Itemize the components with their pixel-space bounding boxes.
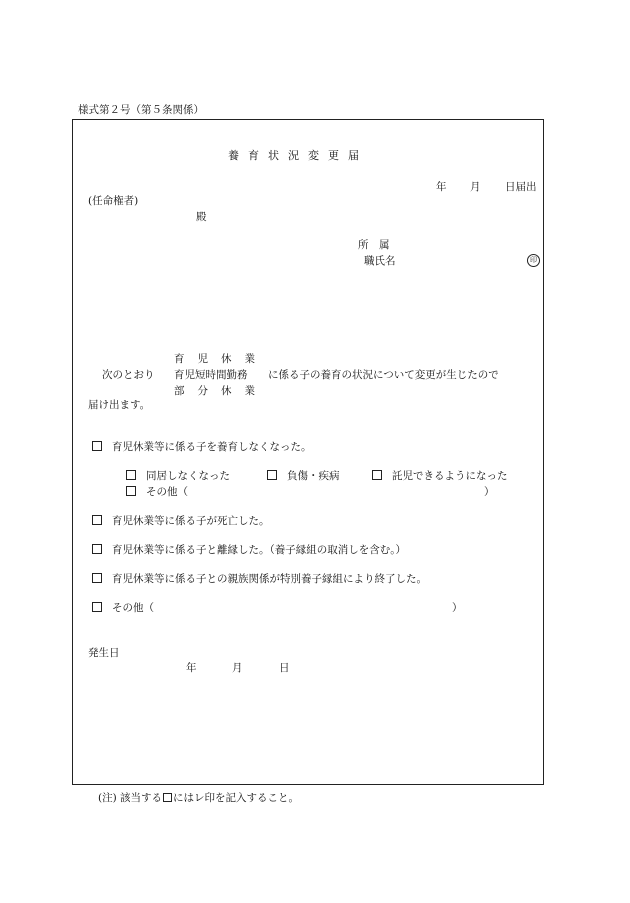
checkbox[interactable] — [92, 441, 102, 451]
occurrence-year: 年 — [186, 662, 197, 674]
footnote: (注) 該当する にはレ印を記入すること。 — [98, 792, 300, 804]
honorific: 殿 — [196, 211, 207, 223]
reason-other: その他（ — [92, 601, 154, 615]
reason-special-adoption: 育児休業等に係る子との親族関係が特別養子縁組により終了した。 — [92, 572, 427, 586]
option-short-hours: 育児短時間勤務 — [174, 369, 248, 381]
sub-other: その他（ — [126, 485, 188, 499]
sub-daycare: 託児できるようになった — [372, 469, 508, 483]
option-partial-leave: 部分休業 — [174, 385, 268, 397]
reason-separated: 育児休業等に係る子と離縁した。（養子縁組の取消しを含む。） — [92, 543, 406, 557]
reason-child-died: 育児休業等に係る子が死亡した。 — [92, 514, 270, 528]
checkbox[interactable] — [92, 602, 102, 612]
sub-not-living-together: 同居しなくなった — [126, 469, 230, 483]
appointer-label: (任命権者) — [88, 195, 139, 207]
seal-icon: 印 — [527, 254, 540, 267]
checkbox[interactable] — [92, 573, 102, 583]
occurrence-month: 月 — [232, 662, 243, 674]
occurrence-label: 発生日 — [88, 647, 120, 659]
option-childcare-leave: 育児休業 — [174, 353, 268, 365]
checkbox[interactable] — [267, 470, 277, 480]
date-month: 月 — [470, 181, 481, 193]
checkbox[interactable] — [372, 470, 382, 480]
form-number: 様式第２号（第５条関係） — [78, 104, 204, 116]
checkbox-icon — [163, 793, 172, 802]
checkbox[interactable] — [126, 486, 136, 496]
date-day: 日届出 — [505, 181, 537, 193]
intro-suffix: に係る子の養育の状況について変更が生じたので — [268, 369, 499, 381]
reason-other-close: ） — [452, 602, 463, 614]
form-title: 養育状況変更届 — [228, 149, 368, 162]
occurrence-day: 日 — [279, 662, 290, 674]
staff-name-label: 職氏名 — [364, 255, 396, 267]
intro-line2: 届け出ます。 — [88, 399, 151, 411]
sub-other-close: ） — [484, 486, 495, 498]
intro-prefix: 次のとおり — [102, 369, 155, 381]
checkbox[interactable] — [92, 544, 102, 554]
date-year: 年 — [436, 181, 447, 193]
reason-no-longer-raising: 育児休業等に係る子を養育しなくなった。 — [92, 440, 312, 454]
sub-injury-illness: 負傷・疾病 — [267, 469, 340, 483]
checkbox[interactable] — [92, 515, 102, 525]
affiliation-label: 所 属 — [358, 239, 390, 251]
checkbox[interactable] — [126, 470, 136, 480]
